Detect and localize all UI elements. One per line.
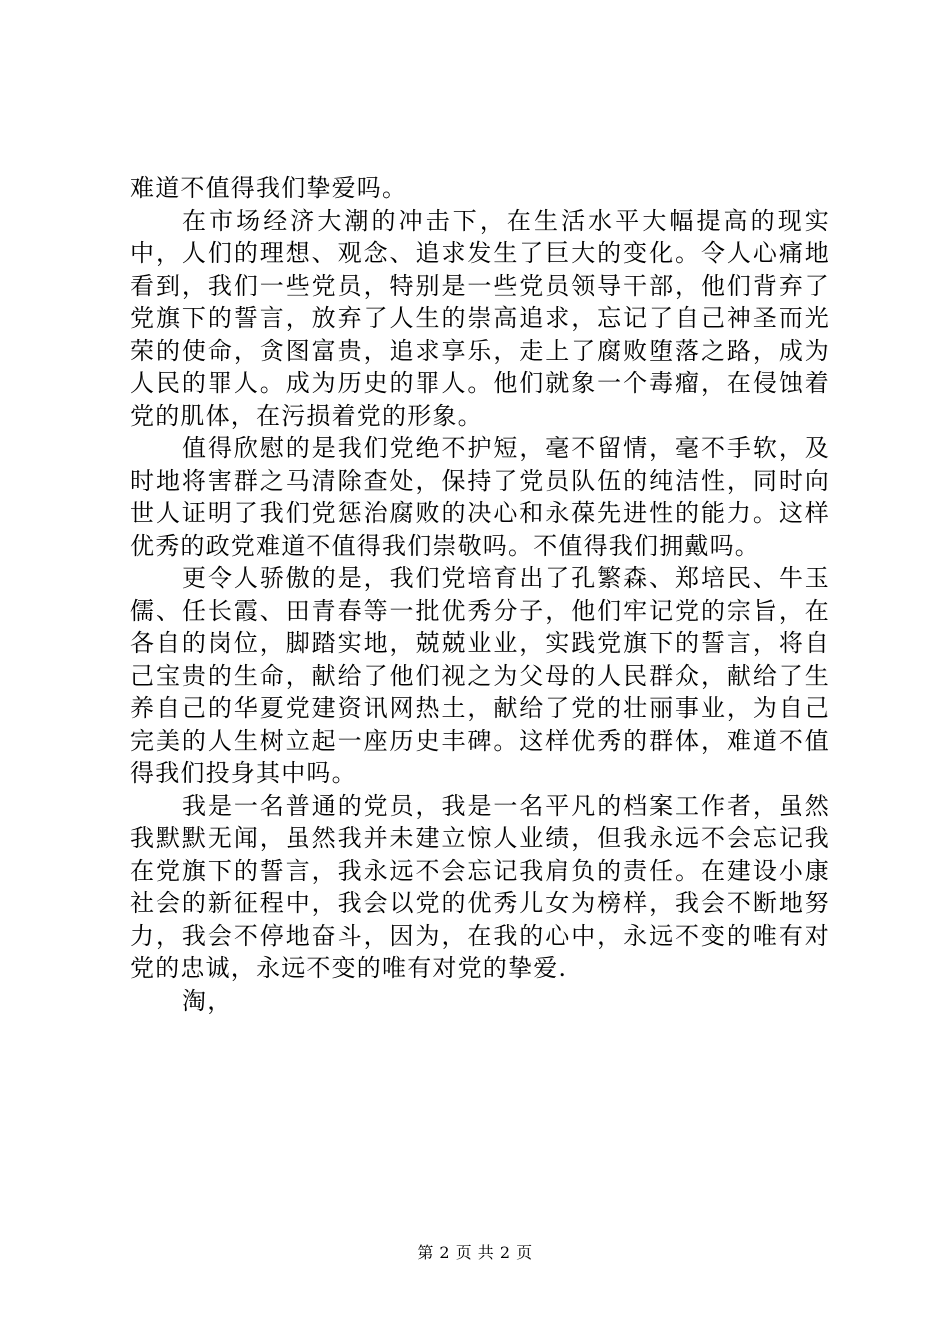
- paragraph: 值得欣慰的是我们党绝不护短，毫不留情，毫不手软，及时地将害群之马清除查处，保持了党员队伍的纯洁性，同时向世人证明了我们党惩治腐败的决心和永葆先进性的能力。这样优秀的政党难道不值得我们崇敬吗。不值得我们拥戴吗。: [130, 434, 830, 560]
- paragraph-continuation: 难道不值得我们挚爱吗。: [130, 174, 408, 202]
- paragraph: 我是一名普通的党员，我是一名平凡的档案工作者，虽然我默默无闻，虽然我并未建立惊人业绩，但我永远不会忘记我在党旗下的誓言，我永远不会忘记我肩负的责任。在建设小康社会的新征程中，我会以党的优秀儿女为榜样，我会不断地努力，我会不停地奋斗，因为，在我的心中，永远不变的唯有对党的忠诚，永远不变的唯有对党的挚爱.: [130, 791, 830, 982]
- paragraph: 更令人骄傲的是，我们党培育出了孔繁森、郑培民、牛玉儒、任长霞、田青春等一批优秀分子，他们牢记党的宗旨，在各自的岗位，脚踏实地，兢兢业业，实践党旗下的誓言，将自己宝贵的生命，献给了他们视之为父母的人民群众，献给了生养自己的华夏党建资讯网热土，献给了党的壮丽事业，为自己完美的人生树立起一座历史丰碑。这样优秀的群体，难道不值得我们投身其中吗。: [130, 564, 830, 787]
- paragraph: 淘，: [182, 986, 233, 1015]
- page-footer: [0, 1243, 950, 1263]
- document-body: [130, 172, 830, 1017]
- paragraph: 在市场经济大潮的冲击下，在生活水平大幅提高的现实中，人们的理想、观念、追求发生了巨大的变化。令人心痛地看到，我们一些党员，特别是一些党员领导干部，他们背弃了党旗下的誓言，放弃了人生的崇高追求，忘记了自己神圣而光荣的使命，贪图富贵，追求享乐，走上了腐败堕落之路，成为人民的罪人。成为历史的罪人。他们就象一个毒瘤，在侵蚀着党的肌体，在污损着党的形象。: [130, 206, 830, 430]
- page-number-label: 第 2 页 共 2 页: [417, 1243, 533, 1262]
